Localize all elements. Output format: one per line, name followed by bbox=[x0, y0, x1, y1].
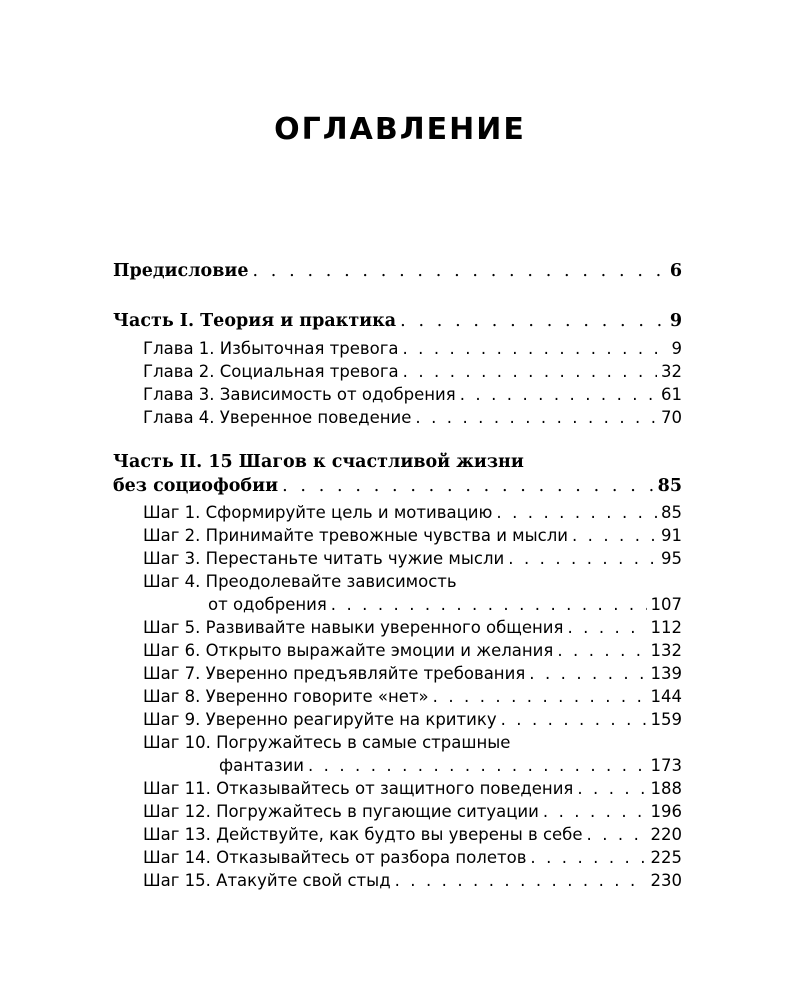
entry-label: Шаг 11. Отказывайтесь от защитного поведения bbox=[143, 779, 574, 798]
toc-entry-step-1[interactable] bbox=[143, 501, 682, 525]
dot-leader bbox=[331, 593, 647, 617]
page-number: 61 bbox=[661, 385, 682, 404]
entry-label: Шаг 12. Погружайтесь в пугающие ситуации bbox=[143, 802, 539, 821]
dot-leader bbox=[587, 823, 647, 847]
entry-label: Шаг 8. Уверенно говорите «нет» bbox=[143, 687, 429, 706]
dot-leader bbox=[252, 259, 665, 283]
page-number: 220 bbox=[650, 825, 682, 844]
dot-leader bbox=[282, 474, 654, 498]
toc-entry-step-9[interactable] bbox=[143, 708, 682, 732]
entry-label: Глава 4. Уверенное поведение bbox=[143, 408, 412, 427]
entry-label: Шаг 4. Преодолевайте зависимость bbox=[143, 572, 457, 591]
toc-entry-step-15[interactable] bbox=[143, 869, 682, 893]
dot-leader bbox=[308, 754, 647, 778]
page-number: 70 bbox=[661, 408, 682, 427]
page-number: 85 bbox=[661, 503, 682, 522]
entry-label: Часть I. Теория и практика bbox=[113, 311, 397, 331]
toc-entry-chapter-2[interactable] bbox=[143, 360, 682, 384]
page-title: ОГЛАВЛЕНИЕ bbox=[274, 112, 526, 147]
dot-leader bbox=[543, 800, 647, 824]
toc-entry-step-11[interactable] bbox=[143, 777, 682, 801]
toc-entry-chapter-4[interactable] bbox=[143, 406, 682, 430]
dot-leader bbox=[557, 639, 646, 663]
toc-entry-step-10[interactable] bbox=[143, 731, 682, 755]
entry-label: Часть II. 15 Шагов к счастливой жизни bbox=[113, 452, 524, 472]
entry-label: Шаг 6. Открыто выражайте эмоции и желания bbox=[143, 641, 554, 660]
toc-entry-step-2[interactable] bbox=[143, 524, 682, 548]
entry-label-cont: от одобрения bbox=[208, 595, 327, 614]
entry-label: Шаг 7. Уверенно предъявляйте требования bbox=[143, 664, 526, 683]
entry-label: Шаг 2. Принимайте тревожные чувства и мысли bbox=[143, 526, 568, 545]
dot-leader bbox=[433, 685, 647, 709]
dot-leader bbox=[395, 869, 647, 893]
entry-label-cont: без социофобии bbox=[113, 476, 279, 496]
toc-entry-step-4-cont[interactable] bbox=[208, 593, 682, 617]
toc-entry-step-13[interactable] bbox=[143, 823, 682, 847]
dot-leader bbox=[508, 547, 657, 571]
toc-entry-step-12[interactable] bbox=[143, 800, 682, 824]
toc-entry-step-6[interactable] bbox=[143, 639, 682, 663]
dot-leader bbox=[400, 309, 666, 333]
page-number: 32 bbox=[661, 362, 682, 381]
page-number: 85 bbox=[657, 476, 682, 496]
entry-label: Шаг 3. Перестаньте читать чужие мысли bbox=[143, 549, 505, 568]
dot-leader bbox=[501, 708, 647, 732]
toc-entry-step-3[interactable] bbox=[143, 547, 682, 571]
page-number: 112 bbox=[650, 618, 682, 637]
entry-label: Шаг 14. Отказывайтесь от разбора полетов bbox=[143, 848, 527, 867]
toc-entry-step-5[interactable] bbox=[143, 616, 682, 640]
entry-label: Шаг 1. Сформируйте цель и мотивацию bbox=[143, 503, 493, 522]
toc-entry-step-7[interactable] bbox=[143, 662, 682, 686]
page-number: 159 bbox=[650, 710, 682, 729]
page-number: 9 bbox=[671, 339, 682, 358]
page-number: 107 bbox=[650, 595, 682, 614]
page-number: 9 bbox=[669, 311, 682, 331]
toc-entry-step-4[interactable] bbox=[143, 570, 682, 594]
dot-leader bbox=[529, 662, 646, 686]
page-number: 225 bbox=[650, 848, 682, 867]
page-number: 144 bbox=[650, 687, 682, 706]
page-number: 6 bbox=[669, 261, 682, 281]
entry-label-cont: фантазии bbox=[219, 756, 304, 775]
entry-label: Глава 3. Зависимость от одобрения bbox=[143, 385, 456, 404]
entry-label: Предисловие bbox=[113, 261, 249, 281]
entry-label: Шаг 5. Развивайте навыки уверенного общения bbox=[143, 618, 564, 637]
page-number: 139 bbox=[650, 664, 682, 683]
entry-label: Шаг 10. Погружайтесь в самые страшные bbox=[143, 733, 511, 752]
entry-label: Шаг 15. Атакуйте свой стыд bbox=[143, 871, 391, 890]
entry-label: Шаг 9. Уверенно реагируйте на критику bbox=[143, 710, 497, 729]
entry-label: Шаг 13. Действуйте, как будто вы уверены в себе bbox=[143, 825, 583, 844]
dot-leader bbox=[415, 406, 657, 430]
toc-entry-step-8[interactable] bbox=[143, 685, 682, 709]
dot-leader bbox=[530, 846, 646, 870]
dot-leader bbox=[403, 360, 657, 384]
dot-leader bbox=[496, 501, 657, 525]
toc-entry-step-14[interactable] bbox=[143, 846, 682, 870]
page-number: 196 bbox=[650, 802, 682, 821]
page-number: 173 bbox=[650, 756, 682, 775]
toc-entry-part-1[interactable] bbox=[113, 309, 682, 333]
page-number: 95 bbox=[661, 549, 682, 568]
toc-entry-part-2-cont[interactable] bbox=[113, 474, 682, 498]
entry-label: Глава 1. Избыточная тревога bbox=[143, 339, 399, 358]
page-number: 230 bbox=[650, 871, 682, 890]
toc-entry-chapter-3[interactable] bbox=[143, 383, 682, 407]
dot-leader bbox=[572, 524, 657, 548]
toc-entry-part-2[interactable] bbox=[113, 450, 682, 474]
toc-entry-chapter-1[interactable] bbox=[143, 337, 682, 361]
page-number: 188 bbox=[650, 779, 682, 798]
dot-leader bbox=[577, 777, 646, 801]
dot-leader bbox=[460, 383, 657, 407]
toc-entry-step-10-cont[interactable] bbox=[219, 754, 682, 778]
dot-leader bbox=[567, 616, 646, 640]
page-number: 91 bbox=[661, 526, 682, 545]
page-number: 132 bbox=[650, 641, 682, 660]
entry-label: Глава 2. Социальная тревога bbox=[143, 362, 399, 381]
toc-entry-preface[interactable] bbox=[113, 259, 682, 283]
dot-leader bbox=[402, 337, 667, 361]
